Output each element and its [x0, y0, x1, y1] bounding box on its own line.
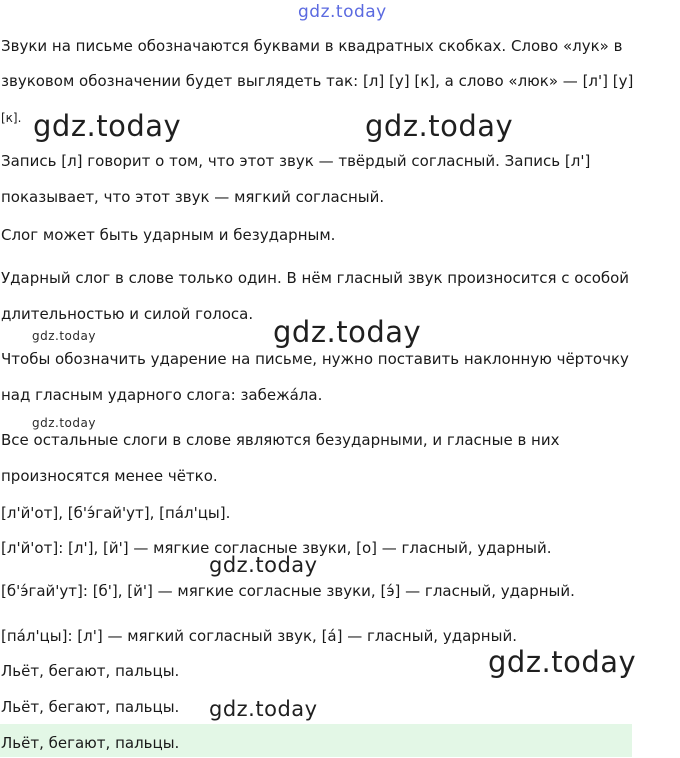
- text-line: звуковом обозначении будет выглядеть так: [л] [у] [к], а слово «люк» — [л'] [у]: [1, 72, 634, 90]
- watermark: gdz.today: [273, 315, 422, 349]
- text-line: Льёт, бегают, пальцы.: [1, 734, 180, 752]
- text-line: Звуки на письме обозначаются буквами в квадратных скобках. Слово «лук» в: [1, 37, 623, 55]
- text-line: произносятся менее чётко.: [1, 467, 218, 485]
- text-line: Ударный слог в слове только один. В нём гласный звук произносится с особой: [1, 269, 630, 287]
- text-line: Запись [л] говорит о том, что этот звук — твёрдый согласный. Запись [л']: [1, 152, 591, 170]
- text-line: Чтобы обозначить ударение на письме, нужно поставить наклонную чёрточку: [1, 350, 629, 368]
- text-line: Льёт, бегают, пальцы.: [1, 662, 180, 680]
- text-line: длительностью и силой голоса.: [1, 305, 254, 323]
- watermark: gdz.today: [209, 553, 318, 577]
- watermark: gdz.today: [488, 645, 637, 679]
- text-line: показывает, что этот звук — мягкий согласный.: [1, 188, 385, 206]
- text-line: [л'й'от]: [л'], [й'] — мягкие согласные звуки, [о] — гласный, ударный.: [1, 539, 552, 557]
- text-line: [пáл'цы]: [л'] — мягкий согласный звук, [á] — гласный, ударный.: [1, 627, 517, 645]
- watermark: gdz.today: [32, 329, 96, 343]
- text-line: Слог может быть ударным и безударным.: [1, 226, 336, 244]
- text-line: [б'э́гай'ут]: [б'], [й'] — мягкие согласные звуки, [э́] — гласный, ударный.: [1, 582, 575, 600]
- text-line: [к].: [1, 111, 22, 125]
- text-line: над гласным ударного слога: забежáла.: [1, 386, 323, 404]
- watermark: gdz.today: [209, 697, 318, 721]
- text-line: [л'й'от], [б'э́гай'ут], [пáл'цы].: [1, 504, 231, 522]
- watermark: gdz.today: [33, 109, 182, 143]
- watermark: gdz.today: [32, 416, 96, 430]
- text-line: Льёт, бегают, пальцы.: [1, 698, 180, 716]
- watermark: gdz.today: [365, 109, 514, 143]
- watermark-header: gdz.today: [298, 2, 387, 22]
- text-line: Все остальные слоги в слове являются безударными, и гласные в них: [1, 431, 560, 449]
